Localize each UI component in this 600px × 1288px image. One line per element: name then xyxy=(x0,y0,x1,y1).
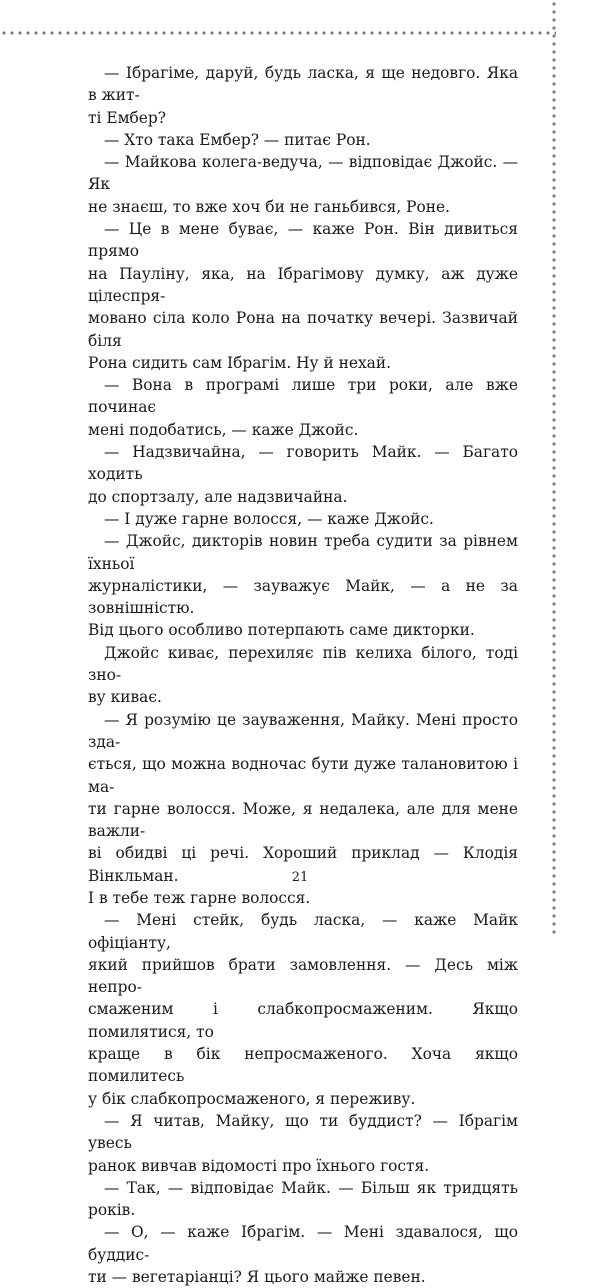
paragraph: — Надзвичайна, — говорить Майк. — Багато ходить до спортзалу, але надзвичайна. xyxy=(88,443,518,506)
paragraph: — Ібрагіме, даруй, будь ласка, я ще недовго. Яка в жит- ті Ембер? xyxy=(88,64,518,127)
paragraph: — Джойс, дикторів новин треба судити за рівнем їхньої журналістики, — зауважує Майк, — а не за зовнішністю. Від цього особливо потерпають саме дикторки. xyxy=(88,532,518,640)
page-body-text xyxy=(88,62,518,1288)
paragraph: — Я читав, Майку, що ти буддист? — Ібрагім увесь ранок вивчав відомості про їхнього гостя. xyxy=(88,1111,518,1175)
paragraph: Джойс киває, перехиляє пів келиха білого, тоді зно- ву киває. xyxy=(88,643,518,707)
paragraph: — Хто така Ембер? — питає Рон. xyxy=(104,130,371,149)
paragraph: — Я розумію це зауваження, Майку. Мені просто зда- ється, що можна водночас бути дуже талановитою і ма- ти гарне волосся. Може, я недалека, але для мене важли- ві обидві ці речі. Хороший приклад — Клодія Вінкльман. І в тебе теж гарне волосся. xyxy=(88,710,518,907)
paragraph: — О, — каже Ібрагім. — Мені здавалося, що буддис- ти — вегетаріанці? Я цього майже певен. xyxy=(88,1223,518,1287)
page-number: 21 xyxy=(291,870,309,885)
decorative-dotted-border-right xyxy=(552,0,556,937)
paragraph: — Так, — відповідає Майк. — Більш як тридцять років. xyxy=(88,1178,518,1220)
paragraph: — Мені стейк, будь ласка, — каже Майк офіціанту, який прийшов брати замовлення. — Десь між непро- смаженим і слабкопросмаженим. Якщо помилятися, то краще в бік непросмаженого. Хоча якщо помилитесь у бік слабкопросмаженого, я переживу. xyxy=(88,911,518,1108)
paragraph: — Майкова колега-ведуча, — відповідає Джойс. — Як не знаєш, то вже хоч би не ганьбився, Роне. xyxy=(88,153,518,216)
decorative-dotted-border-top xyxy=(0,31,556,35)
paragraph: — І дуже гарне волосся, — каже Джойс. xyxy=(104,509,434,528)
paragraph: — Це в мене буває, — каже Рон. Він дивиться прямо на Пауліну, яка, на Ібрагімову думку, аж дуже цілеспря- мовано сіла коло Рона на початку вечері. Зазвичай біля Рона сидить сам Ібрагім. Ну й нехай. xyxy=(88,220,518,372)
paragraph: — Вона в програмі лише три роки, але вже починає мені подобатись, — каже Джойс. xyxy=(88,376,518,439)
